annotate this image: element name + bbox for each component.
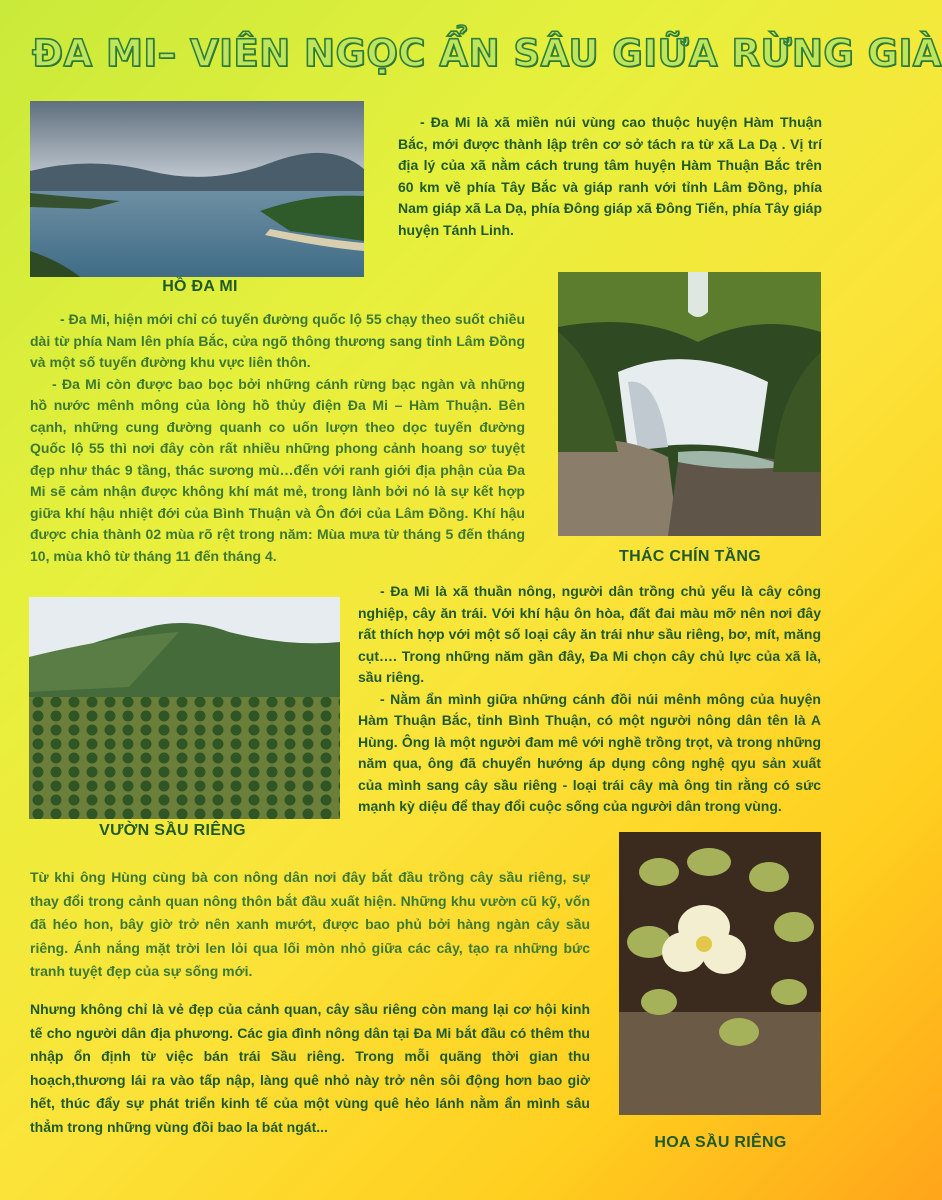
change-paragraph — [30, 866, 590, 984]
economy-text: Nhưng không chỉ là vẻ đẹp của cảnh quan, cây sầu riêng còn mang lại cơ hội kinh tế cho người dân địa phương. Các gia đình nông dân tại Đa Mi bắt đầu có thêm thu nhập ổn định từ việc bán trái Sầu riêng. Trong mỗi quãng thời gian thu hoạch,thương lái ra vào tấp nập, làng quê nhỏ này trở nên sôi động hơn bao giờ hết, thúc đẩy sự phát triển kinh tế của một vùng quê hẻo lánh nằm ẩn mình sâu thẳm trong những vùng đồi bao la bát ngát... — [30, 1001, 590, 1135]
lake-photo — [30, 101, 364, 277]
page-title: ĐA MI– VIÊN NGỌC ẨN SÂU GIỮA RỪNG GIÀ — [32, 32, 942, 75]
lake-caption: HỒ ĐA MI — [162, 278, 238, 295]
change-text: Từ khi ông Hùng cùng bà con nông dân nơi đây bắt đầu trồng cây sầu riêng, sự thay đổi trong cảnh quan nông thôn bắt đầu xuất hiện. Những khu vườn cũ kỹ, vốn đã héo hon, bây giờ trở nên xanh mướt, được bao phủ bởi hàng ngàn cây sầu riêng. Ánh nắng mặt trời len lỏi qua lối mòn nhỏ giữa các cây, tạo ra những bức tranh tuyệt đẹp của sự sống mới. — [30, 869, 590, 979]
waterfall-photo — [558, 272, 821, 536]
orchard-caption: VƯỜN SẦU RIÊNG — [99, 822, 246, 839]
flower-caption: HOA SẦU RIÊNG — [654, 1134, 787, 1151]
agri-text: - Đa Mi là xã thuần nông, người dân trồng chủ yếu là cây công nghiệp, cây ăn trái. Với khí hậu ôn hòa, đất đai màu mỡ nên nơi đây rất thích hợp với một số loại cây ăn trái như sầu riêng, bơ, mít, măng cụt…. Trong những năm gần đây, Đa Mi chọn cây chủ lực của xã là, sầu riêng. — [358, 583, 821, 685]
agri-farmer-paragraphs — [358, 581, 821, 818]
intro-paragraph — [398, 112, 822, 241]
waterfall-caption: THÁC CHÍN TẦNG — [619, 548, 761, 565]
road-text: - Đa Mi, hiện mới chỉ có tuyến đường quốc lộ 55 chạy theo suốt chiều dài từ phía Nam lên phía Bắc, cửa ngõ thông thương sang tỉnh Lâm Đồng và một số tuyến đường khu vực liên thôn. — [30, 311, 525, 370]
road-forest-paragraphs — [30, 309, 525, 567]
economy-paragraph — [30, 998, 590, 1139]
durian-flower-photo — [619, 832, 821, 1115]
forest-text: - Đa Mi còn được bao bọc bởi những cánh rừng bạc ngàn và những hồ nước mênh mông của lòng hồ thủy điện Đa Mi – Hàm Thuận. Bên cạnh, những cung đường quanh co uốn lượn theo dọc tuyến đường Quốc lộ 55 thì nơi đây còn rất nhiều những phong cảnh hoang sơ tuyệt đẹp như thác 9 tầng, thác sương mù…đến với ranh giới địa phận của Đa Mi sẽ cảm nhận được không khí mát mẻ, trong lành bởi nó là sự kết hợp giữa khí hậu nhiệt đới của Bình Thuận và Ôn đới của Lâm Đồng. Khí hậu được chia thành 02 mùa rõ rệt trong năm: Mùa mưa từ tháng 5 đến tháng 10, mùa khô từ tháng 11 đến tháng 4. — [30, 375, 525, 564]
farmer-text: - Nằm ẩn mình giữa những cánh đồi núi mênh mông của huyện Hàm Thuận Bắc, tỉnh Bình Thuận, có một người nông dân tên là A Hùng. Ông là một người đam mê với nghề trồng trọt, và trong những năm qua, ông đã chuyển hướng áp dụng công nghệ qyu sản xuất của mình sang cây sầu riêng - loại trái cây mà ông tin rằng có sức mạnh kỳ diệu để thay đổi cuộc sống của người dân trong vùng. — [358, 690, 821, 814]
durian-orchard-photo — [29, 597, 340, 819]
intro-text: - Đa Mi là xã miền núi vùng cao thuộc huyện Hàm Thuận Bắc, mới được thành lập trên cơ sở tách ra từ xã La Dạ . Vị trí địa lý của xã nằm cách trung tâm huyện Hàm Thuận Bắc trên 60 km về phía Tây Bắc và giáp ranh với tỉnh Lâm Đồng, phía Nam giáp xã La Dạ, phía Đông giáp xã Đông Tiến, phía Tây giáp huyện Tánh Linh. — [398, 114, 822, 238]
